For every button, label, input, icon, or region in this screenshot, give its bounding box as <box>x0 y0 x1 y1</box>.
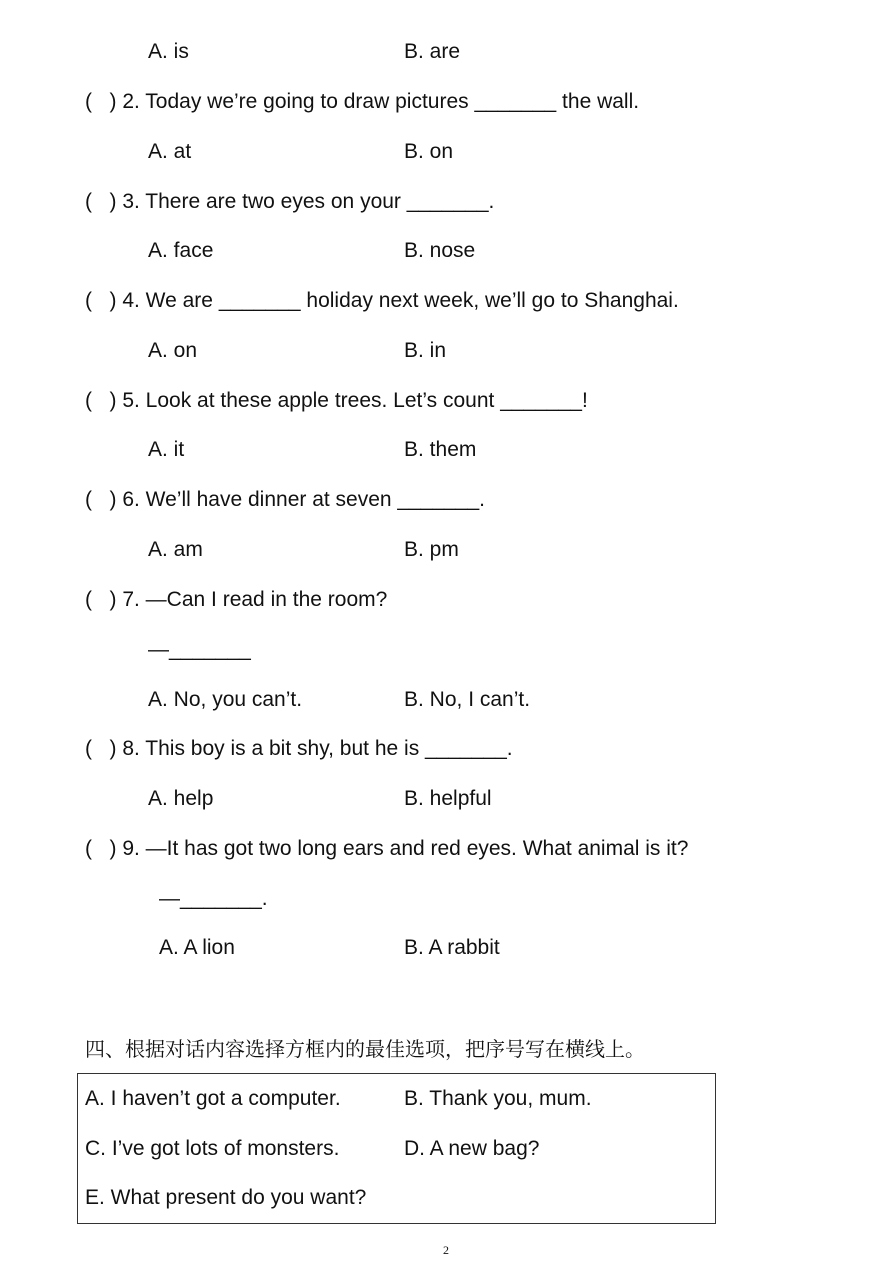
q1-option-a: A. is <box>148 40 189 63</box>
q8-option-b: B. helpful <box>404 787 492 810</box>
q6-option-a: A. am <box>148 538 203 561</box>
q7-option-a: A. No, you can’t. <box>148 688 303 711</box>
question-3: ( ) 3. There are two eyes on your _______. <box>85 190 495 213</box>
q9-option-a: A. A lion <box>159 936 235 959</box>
q8-option-a: A. help <box>148 787 214 810</box>
question-8: ( ) 8. This boy is a bit shy, but he is _______. <box>85 737 513 760</box>
box-option-d: D. A new bag? <box>404 1137 540 1160</box>
q5-option-a: A. it <box>148 438 185 461</box>
q6-option-b: B. pm <box>404 538 459 561</box>
q2-option-b: B. on <box>404 140 454 163</box>
box-option-c: C. I’ve got lots of monsters. <box>85 1137 340 1160</box>
q3-option-a: A. face <box>148 239 214 262</box>
question-5: ( ) 5. Look at these apple trees. Let’s count _______! <box>85 389 588 412</box>
box-option-e: E. What present do you want? <box>85 1186 367 1209</box>
q5-option-b: B. them <box>404 438 477 461</box>
q4-option-a: A. on <box>148 339 198 362</box>
page-number: 2 <box>443 1243 449 1257</box>
box-option-b: B. Thank you, mum. <box>404 1087 592 1110</box>
question-9: ( ) 9. —It has got two long ears and red eyes. What animal is it? <box>85 837 689 860</box>
section-4-title: 四、根据对话内容选择方框内的最佳选项，把序号写在横线上。 <box>85 1037 645 1061</box>
question-7: ( ) 7. —Can I read in the room? <box>85 588 388 611</box>
question-2: ( ) 2. Today we’re going to draw pictures _______ the wall. <box>85 90 640 113</box>
box-option-a: A. I haven’t got a computer. <box>85 1087 341 1110</box>
q9-answer-line: —_______. <box>159 887 268 910</box>
q4-option-b: B. in <box>404 339 447 362</box>
q1-option-b: B. are <box>404 40 461 63</box>
question-4: ( ) 4. We are _______ holiday next week, we’ll go to Shanghai. <box>85 289 679 312</box>
q9-option-b: B. A rabbit <box>404 936 500 959</box>
q2-option-a: A. at <box>148 140 192 163</box>
q3-option-b: B. nose <box>404 239 476 262</box>
question-6: ( ) 6. We’ll have dinner at seven _______. <box>85 488 486 511</box>
q7-option-b: B. No, I can’t. <box>404 688 531 711</box>
q7-answer-line: —_______ <box>148 638 251 661</box>
